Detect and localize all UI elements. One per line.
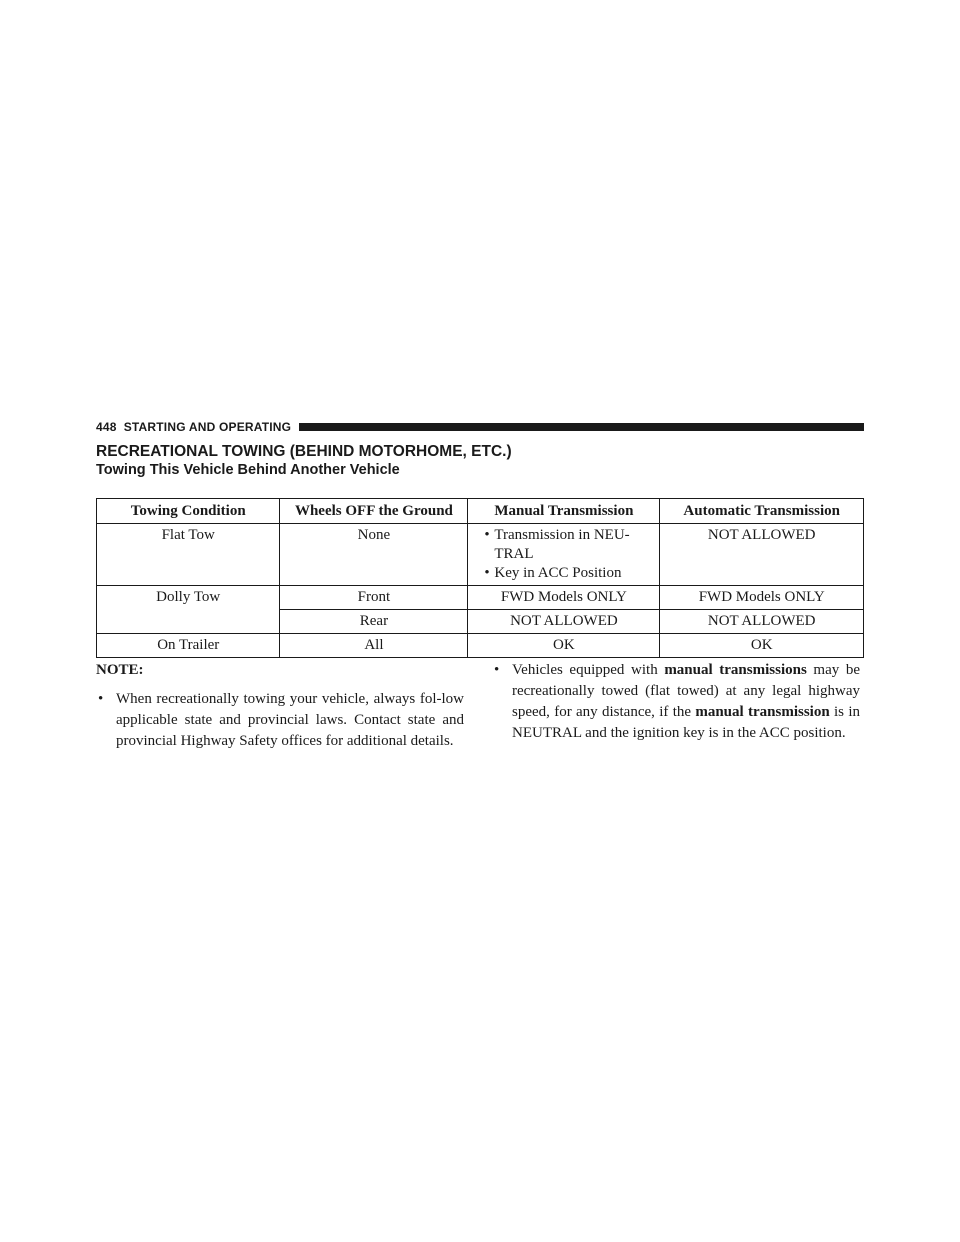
- section-name: STARTING AND OPERATING: [123, 420, 292, 434]
- cell-automatic: OK: [660, 634, 864, 658]
- list-item-text: Key in ACC Position: [494, 565, 622, 581]
- cell-wheels: Front: [280, 586, 468, 610]
- header-towing-condition: Towing Condition: [97, 499, 280, 524]
- bullet-glyph: •: [484, 527, 490, 543]
- bullet-glyph: •: [484, 565, 490, 581]
- table-header-row: [97, 499, 864, 524]
- list-item: [472, 526, 655, 564]
- sub-title: Towing This Vehicle Behind Another Vehicle: [96, 462, 400, 478]
- page-header-text: [96, 420, 299, 434]
- note-right-column: [492, 660, 860, 744]
- section-title: RECREATIONAL TOWING (BEHIND MOTORHOME, ETC.): [96, 443, 512, 460]
- note-label: NOTE:: [96, 662, 144, 678]
- table-row-on-trailer: [97, 634, 864, 658]
- note-text-part: Vehicles equipped with: [512, 662, 665, 678]
- header-wheels-off: Wheels OFF the Ground: [280, 499, 468, 524]
- cell-automatic: FWD Models ONLY: [660, 586, 864, 610]
- note-left-column: [96, 660, 464, 752]
- cell-condition: Dolly Tow: [97, 586, 280, 634]
- note-text-part: is in NEUTRAL and the ignition key is in the ACC position.: [512, 704, 860, 741]
- cell-automatic: NOT ALLOWED: [660, 524, 864, 586]
- cell-manual: OK: [468, 634, 660, 658]
- towing-table: [96, 498, 864, 658]
- cell-manual: [468, 524, 660, 586]
- page-header: [96, 421, 864, 433]
- cell-wheels: All: [280, 634, 468, 658]
- table-row-dolly-front: [97, 586, 864, 610]
- manual-requirements-list: [472, 526, 655, 583]
- page-number: 448: [96, 420, 117, 434]
- cell-manual: FWD Models ONLY: [468, 586, 660, 610]
- cell-condition: On Trailer: [97, 634, 280, 658]
- cell-wheels: None: [280, 524, 468, 586]
- note-bold-term: manual transmission: [695, 704, 830, 720]
- bullet-glyph: •: [494, 662, 500, 678]
- cell-manual: NOT ALLOWED: [468, 610, 660, 634]
- cell-wheels: Rear: [280, 610, 468, 634]
- note-bold-term: manual transmissions: [664, 662, 807, 678]
- list-item-text: Transmission in NEU-TRAL: [494, 527, 630, 562]
- header-manual-transmission: Manual Transmission: [468, 499, 660, 524]
- note-bullet-laws: [96, 689, 464, 752]
- note-bullet-manual: [492, 660, 860, 744]
- note-bullet-text: When recreationally towing your vehicle, always fol-low applicable state and provincial laws. Contact state and provincial Highway Safety offices for additional details.: [116, 691, 464, 749]
- cell-condition: Flat Tow: [97, 524, 280, 586]
- header-rule: [299, 423, 864, 431]
- list-item: [472, 564, 655, 583]
- header-automatic-transmission: Automatic Transmission: [660, 499, 864, 524]
- cell-automatic: NOT ALLOWED: [660, 610, 864, 634]
- table-row-flat-tow: [97, 524, 864, 586]
- bullet-glyph: •: [98, 691, 104, 707]
- note-text-part: may be recreationally towed (flat towed) at any legal highway speed, for any distance, if the: [512, 662, 861, 720]
